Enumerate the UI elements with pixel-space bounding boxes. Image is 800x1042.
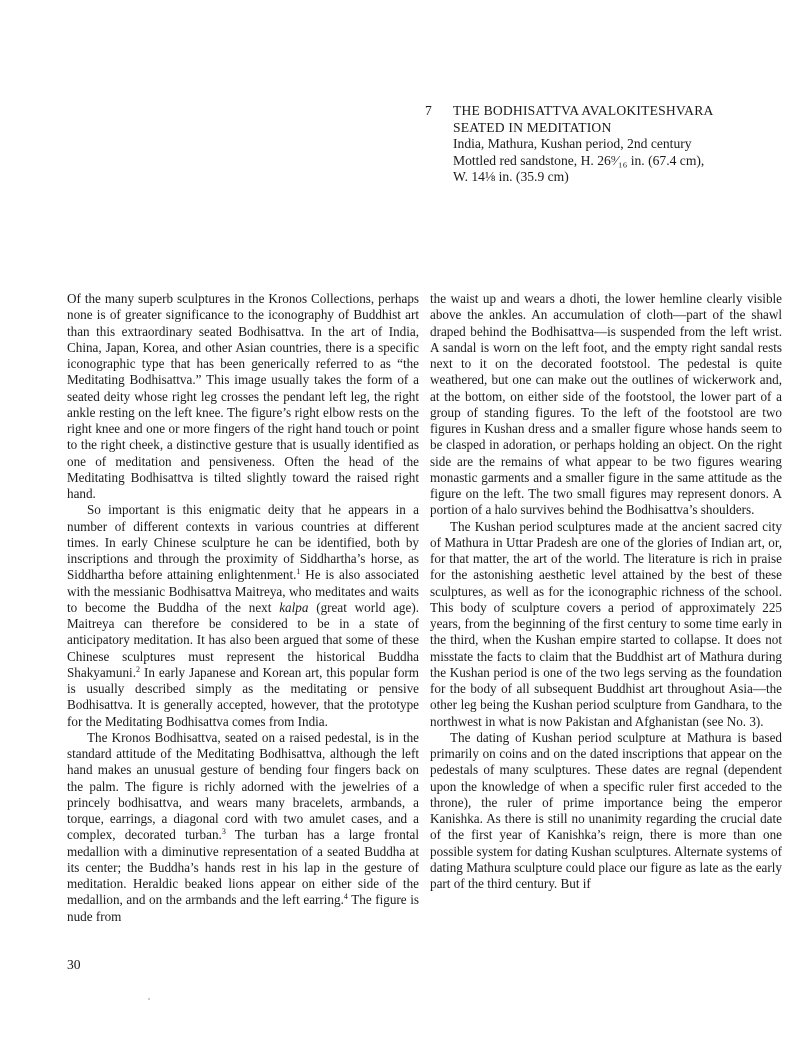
paragraph-text: The figure is nude from: [67, 892, 419, 924]
entry-header: [425, 103, 785, 186]
text-column-left: [67, 291, 419, 925]
paragraph-text: Of the many superb sculptures in the Kronos Collections, perhaps none is of greater significance to the iconography of Buddhist art than this extraordinary seated Bodhisattva. In the art of India, China, Japan, Korea, and other Asian countries, there is a specific iconographic type that has been generically referred to as “the Meditating Bodhisattva.” This image usually takes the form of a seated deity whose right leg crosses the pendant left leg, the right ankle resting on the left knee. The figure’s right elbow rests on the right knee and one or more fingers of the right hand touch or point to the right cheek, a distinctive gesture that is usually identified as one of meditation and pensiveness. Often the head of the Meditating Bodhisattva is tilted slightly toward the raised right hand.: [67, 291, 419, 501]
body-paragraph: [67, 291, 419, 502]
italic-term: kalpa: [279, 599, 309, 615]
footnote-marker: 4: [343, 892, 348, 902]
entry-number: 7: [425, 103, 432, 118]
body-paragraph: [67, 730, 419, 925]
text-column-right: [430, 291, 782, 892]
paragraph-text: The Kushan period sculptures made at the ancient sacred city of Mathura in Uttar Pradesh are one of the glories of Indian art, or, for that matter, the art of the world. The literature is rich in praise for the astonishing aesthetic level attained by the best of these sculptures, as well as for the iconographic richness of the school. This body of sculpture covers a period of approximately 225 years, from the beginning of the first century to some time early in the third, when the Kushan empire started to collapse. It does not misstate the facts to claim that the Buddhist art of Mathura during the Kushan period is one of the two legs serving as the foundation for the body of all subsequent Buddhist art throughout Asia—the other leg being the Kushan period sculpture from Gandhara, to the northwest in what is now Pakistan and Afghanistan (see No. 3).: [430, 518, 782, 729]
paragraph-text: The turban has a large frontal medallion with a diminutive representation of a seated Buddha at its center; the Buddha’s hands rest in his lap in the gesture of meditation. Heraldic beaked lions appear on either side of the medallion, and on the armbands and the left earring.: [67, 827, 420, 908]
paper-speck: [148, 998, 150, 1000]
footnote-marker: 3: [221, 827, 226, 837]
body-paragraph: [430, 291, 782, 519]
body-paragraph: [430, 519, 782, 730]
paragraph-text: the waist up and wears a dhoti, the lower hemline clearly visible above the ankles. An accumulation of cloth—part of the shawl draped behind the Bodhisattva—is suspended from the left wrist. A sandal is worn on the left foot, and the empty right sandal rests next to it on the decorated footstool. The pedestal is quite weathered, but one can make out the outlines of wickerwork and, at the bottom, on either side of the footstool, the lower part of a group of standing figures. To the left of the footstool are two figures in Kushan dress and a smaller figure whose hands seem to be clasped in adoration, or perhaps holding an object. On the right side are the remains of what appear to be two figures wearing monastic garments and a smaller figure in the same attitude as the figure on the left. The two small figures may represent donors. A portion of a halo survives behind the Bodhisattva’s shoulders.: [430, 291, 782, 518]
footnote-marker: 1: [296, 567, 301, 577]
entry-caption: [453, 103, 785, 186]
entry-origin: India, Mathura, Kushan period, 2nd century: [453, 136, 692, 152]
paragraph-text: So important is this enigmatic deity that he appears in a number of different contexts in various countries at different times. In early Chinese sculpture he can be identified, both by inscriptions and through the proximity of Siddhartha’s horse, as Siddhartha before attaining enlightenment.: [67, 502, 419, 583]
body-paragraph: [67, 502, 419, 730]
paragraph-text: In early Japanese and Korean art, this popular form is usually described simply as the meditating or pensive Bodhisattva. It is generally accepted, however, that the prototype for the Meditating Bodhisattva comes from India.: [67, 664, 419, 729]
footnote-marker: 2: [135, 664, 140, 674]
entry-width: W. 14⅛ in. (35.9 cm): [453, 169, 569, 185]
paragraph-text: (great world age). Maitreya can therefore be considered to be in a state of anticipatory meditation. It has also been argued that some of these Chinese sculptures must represent the historical Buddha Shakyamuni.: [67, 599, 419, 680]
paragraph-text: The Kronos Bodhisattva, seated on a raised pedestal, is in the standard attitude of the Meditating Bodhisattva, although the left hand makes an unusual gesture of bending four fingers back on the palm. The figure is richly adorned with the jewelries of a princely bodhisattva, and wears many bracelets, armbands, a torque, earrings, a diagonal cord with two amulet cases, and a complex, decorated turban.: [67, 729, 419, 843]
page-number: 30: [67, 957, 81, 972]
paragraph-text: He is also associated with the messianic Bodhisattva Maitreya, who meditates and waits to become the Buddha of the next: [67, 567, 419, 615]
entry-material-height: Mottled red sandstone, H. 26⁹⁄₁₆ in. (67.4 cm),: [453, 152, 705, 168]
entry-title-line-1: THE BODHISATTVA AVALOKITESHVARA: [453, 103, 714, 118]
paragraph-text: The dating of Kushan period sculpture at Mathura is based primarily on coins and on the dated inscriptions that appear on the pedestals of many sculptures. These dates are regnal (dependent upon the knowledge of when a specific ruler first acceded to the throne), the ruler of prime importance being the emperor Kanishka. As there is still no unanimity regarding the crucial date of the first year of Kanishka’s reign, there is more than one possible system for dating Kushan sculptures. Alternate systems of dating Mathura sculpture could place our figure as late as the early part of the third century. But if: [430, 729, 782, 891]
body-paragraph: [430, 730, 782, 893]
entry-title-line-2: SEATED IN MEDITATION: [453, 119, 612, 135]
